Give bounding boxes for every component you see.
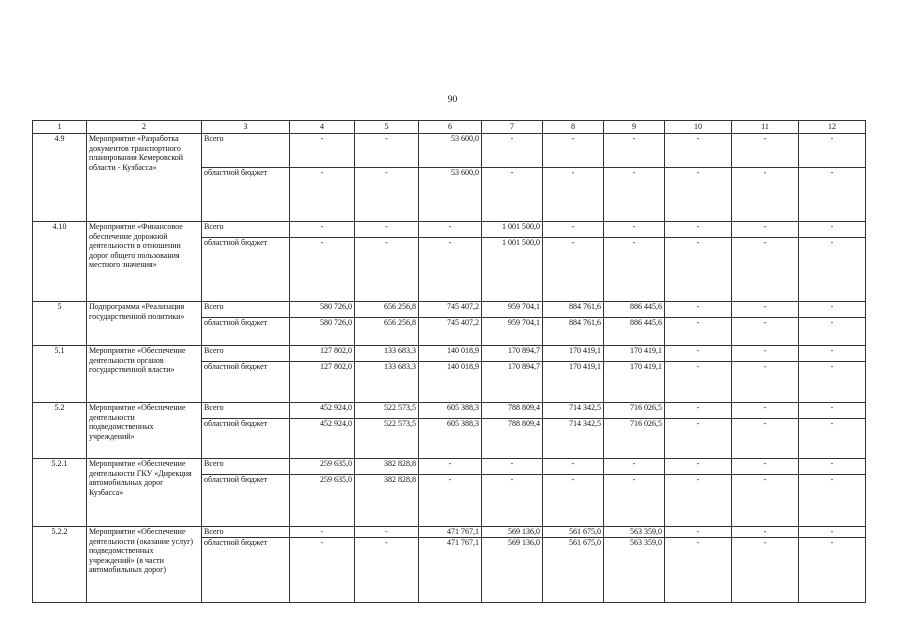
amount-cell: - [799, 346, 866, 362]
amount-cell: - [355, 168, 419, 222]
amount-cell: - [799, 527, 866, 538]
amount-cell: 170 894,7 [482, 362, 543, 403]
amount-cell: 471 767,1 [419, 527, 482, 538]
item-name: Мероприятие «Разработка документов транспортного планирования Кемеровской области - Кузбасса» [87, 134, 202, 222]
column-header-10: 10 [665, 121, 732, 134]
item-number: 4.9 [33, 134, 87, 222]
amount-cell: - [604, 168, 665, 222]
amount-cell: 140 018,9 [419, 346, 482, 362]
amount-cell: 382 828,8 [355, 475, 419, 527]
amount-cell: - [665, 459, 732, 475]
table-body [33, 121, 866, 603]
amount-cell: - [732, 459, 799, 475]
item-name: Мероприятие «Обеспечение деятельности ГКУ «Дирекция автомобильных дорог Кузбасса» [87, 459, 202, 527]
amount-cell: - [290, 222, 355, 238]
amount-cell: - [665, 222, 732, 238]
item-name: Мероприятие «Финансовое обеспечение дорожной деятельности в отношении дорог общего пользования местного значения» [87, 222, 202, 302]
amount-cell: - [732, 318, 799, 346]
amount-cell: - [665, 475, 732, 527]
column-header-8: 8 [543, 121, 604, 134]
amount-cell: - [419, 222, 482, 238]
column-header-5: 5 [355, 121, 419, 134]
amount-cell: - [732, 475, 799, 527]
amount-cell: 452 924,0 [290, 403, 355, 419]
table-row [33, 346, 866, 362]
amount-cell: - [543, 238, 604, 302]
amount-cell: - [290, 134, 355, 168]
column-header-9: 9 [604, 121, 665, 134]
amount-cell: 170 894,7 [482, 346, 543, 362]
amount-cell: 522 573,5 [355, 419, 419, 459]
amount-cell: - [419, 475, 482, 527]
funding-source: областной бюджет [202, 238, 290, 302]
amount-cell: - [799, 459, 866, 475]
amount-cell: - [543, 459, 604, 475]
amount-cell: 605 388,3 [419, 419, 482, 459]
amount-cell: 53 600,0 [419, 168, 482, 222]
amount-cell: 127 802,0 [290, 362, 355, 403]
amount-cell: - [290, 238, 355, 302]
amount-cell: - [355, 134, 419, 168]
amount-cell: 745 407,2 [419, 318, 482, 346]
amount-cell: - [799, 419, 866, 459]
amount-cell: 788 809,4 [482, 419, 543, 459]
amount-cell: - [732, 302, 799, 318]
amount-cell: - [355, 238, 419, 302]
amount-cell: - [799, 538, 866, 603]
funding-source: Всего [202, 527, 290, 538]
amount-cell: - [732, 168, 799, 222]
header-row [33, 121, 866, 134]
amount-cell: 959 704,1 [482, 318, 543, 346]
column-header-1: 1 [33, 121, 87, 134]
amount-cell: 170 419,1 [604, 346, 665, 362]
column-header-3: 3 [202, 121, 290, 134]
amount-cell: - [604, 134, 665, 168]
amount-cell: - [799, 475, 866, 527]
amount-cell: - [665, 419, 732, 459]
amount-cell: 471 767,1 [419, 538, 482, 603]
amount-cell: 714 342,5 [543, 403, 604, 419]
amount-cell: 569 136,0 [482, 538, 543, 603]
table-row [33, 527, 866, 538]
amount-cell: - [665, 168, 732, 222]
amount-cell: 716 026,5 [604, 419, 665, 459]
amount-cell: 563 359,0 [604, 527, 665, 538]
amount-cell: - [604, 475, 665, 527]
item-name: Мероприятие «Обеспечение деятельности (оказание услуг) подведомственных учреждений» (в части автомобильных дорог) [87, 527, 202, 603]
amount-cell: - [290, 168, 355, 222]
amount-cell: - [732, 538, 799, 603]
amount-cell: - [665, 362, 732, 403]
amount-cell: 140 018,9 [419, 362, 482, 403]
amount-cell: - [732, 362, 799, 403]
amount-cell: - [732, 346, 799, 362]
item-number: 4.10 [33, 222, 87, 302]
amount-cell: - [732, 419, 799, 459]
amount-cell: 561 675,0 [543, 538, 604, 603]
funding-source: Всего [202, 403, 290, 419]
item-number: 5.2.2 [33, 527, 87, 603]
amount-cell: 656 256,8 [355, 318, 419, 346]
amount-cell: 522 573,5 [355, 403, 419, 419]
amount-cell: 884 761,6 [543, 302, 604, 318]
column-header-6: 6 [419, 121, 482, 134]
funding-source: Всего [202, 346, 290, 362]
funding-source: областной бюджет [202, 318, 290, 346]
table-row [33, 403, 866, 419]
column-header-4: 4 [290, 121, 355, 134]
amount-cell: - [799, 222, 866, 238]
funding-source: Всего [202, 459, 290, 475]
amount-cell: - [799, 302, 866, 318]
amount-cell: 133 683,3 [355, 362, 419, 403]
amount-cell: - [665, 238, 732, 302]
item-name: Мероприятие «Обеспечение деятельности подведомственных учреждений» [87, 403, 202, 459]
amount-cell: 886 445,6 [604, 318, 665, 346]
amount-cell: - [355, 527, 419, 538]
amount-cell: 580 726,0 [290, 302, 355, 318]
amount-cell: 886 445,6 [604, 302, 665, 318]
budget-table [32, 120, 866, 603]
amount-cell: - [482, 459, 543, 475]
amount-cell: 170 419,1 [604, 362, 665, 403]
amount-cell: 170 419,1 [543, 346, 604, 362]
amount-cell: 580 726,0 [290, 318, 355, 346]
funding-source: областной бюджет [202, 475, 290, 527]
amount-cell: - [290, 538, 355, 603]
amount-cell: - [604, 238, 665, 302]
funding-source: Всего [202, 134, 290, 168]
amount-cell: - [482, 168, 543, 222]
amount-cell: - [604, 222, 665, 238]
column-header-2: 2 [87, 121, 202, 134]
amount-cell: - [419, 238, 482, 302]
amount-cell: - [355, 538, 419, 603]
amount-cell: - [665, 318, 732, 346]
amount-cell: - [799, 134, 866, 168]
item-number: 5 [33, 302, 87, 346]
amount-cell: - [732, 403, 799, 419]
amount-cell: 133 683,3 [355, 346, 419, 362]
amount-cell: - [732, 222, 799, 238]
amount-cell: 452 924,0 [290, 419, 355, 459]
amount-cell: - [732, 238, 799, 302]
amount-cell: 788 809,4 [482, 403, 543, 419]
table-row [33, 302, 866, 318]
column-header-7: 7 [482, 121, 543, 134]
funding-source: областной бюджет [202, 168, 290, 222]
amount-cell: 259 635,0 [290, 459, 355, 475]
amount-cell: - [543, 168, 604, 222]
amount-cell: - [665, 527, 732, 538]
amount-cell: - [799, 168, 866, 222]
amount-cell: - [665, 302, 732, 318]
column-header-12: 12 [799, 121, 866, 134]
amount-cell: 259 635,0 [290, 475, 355, 527]
column-header-11: 11 [732, 121, 799, 134]
funding-source: областной бюджет [202, 538, 290, 603]
amount-cell: - [482, 134, 543, 168]
amount-cell: 1 001 500,0 [482, 238, 543, 302]
table-row [33, 459, 866, 475]
amount-cell: - [290, 527, 355, 538]
amount-cell: - [355, 222, 419, 238]
amount-cell: - [665, 403, 732, 419]
table-row [33, 222, 866, 238]
amount-cell: 569 136,0 [482, 527, 543, 538]
amount-cell: 563 359,0 [604, 538, 665, 603]
amount-cell: 745 407,2 [419, 302, 482, 318]
page-number: 90 [447, 95, 458, 105]
item-number: 5.1 [33, 346, 87, 403]
amount-cell: - [543, 475, 604, 527]
amount-cell: - [799, 403, 866, 419]
funding-source: Всего [202, 222, 290, 238]
item-number: 5.2.1 [33, 459, 87, 527]
amount-cell: - [799, 318, 866, 346]
amount-cell: - [665, 346, 732, 362]
table-row [33, 134, 866, 168]
amount-cell: 561 675,0 [543, 527, 604, 538]
funding-source: областной бюджет [202, 419, 290, 459]
amount-cell: - [732, 527, 799, 538]
amount-cell: 605 388,3 [419, 403, 482, 419]
item-number: 5.2 [33, 403, 87, 459]
amount-cell: - [543, 222, 604, 238]
amount-cell: - [665, 538, 732, 603]
amount-cell: 884 761,6 [543, 318, 604, 346]
amount-cell: - [543, 134, 604, 168]
amount-cell: - [419, 459, 482, 475]
amount-cell: 382 828,8 [355, 459, 419, 475]
funding-source: Всего [202, 302, 290, 318]
amount-cell: - [604, 459, 665, 475]
amount-cell: - [799, 362, 866, 403]
amount-cell: - [482, 475, 543, 527]
amount-cell: 53 600,0 [419, 134, 482, 168]
amount-cell: 1 001 500,0 [482, 222, 543, 238]
amount-cell: 170 419,1 [543, 362, 604, 403]
amount-cell: - [665, 134, 732, 168]
amount-cell: 656 256,8 [355, 302, 419, 318]
item-name: Подпрограмма «Реализация государственной политики» [87, 302, 202, 346]
amount-cell: 716 026,5 [604, 403, 665, 419]
amount-cell: - [732, 134, 799, 168]
funding-source: областной бюджет [202, 362, 290, 403]
amount-cell: 714 342,5 [543, 419, 604, 459]
amount-cell: 959 704,1 [482, 302, 543, 318]
amount-cell: 127 802,0 [290, 346, 355, 362]
item-name: Мероприятие «Обеспечение деятельности органов государственной власти» [87, 346, 202, 403]
amount-cell: - [799, 238, 866, 302]
